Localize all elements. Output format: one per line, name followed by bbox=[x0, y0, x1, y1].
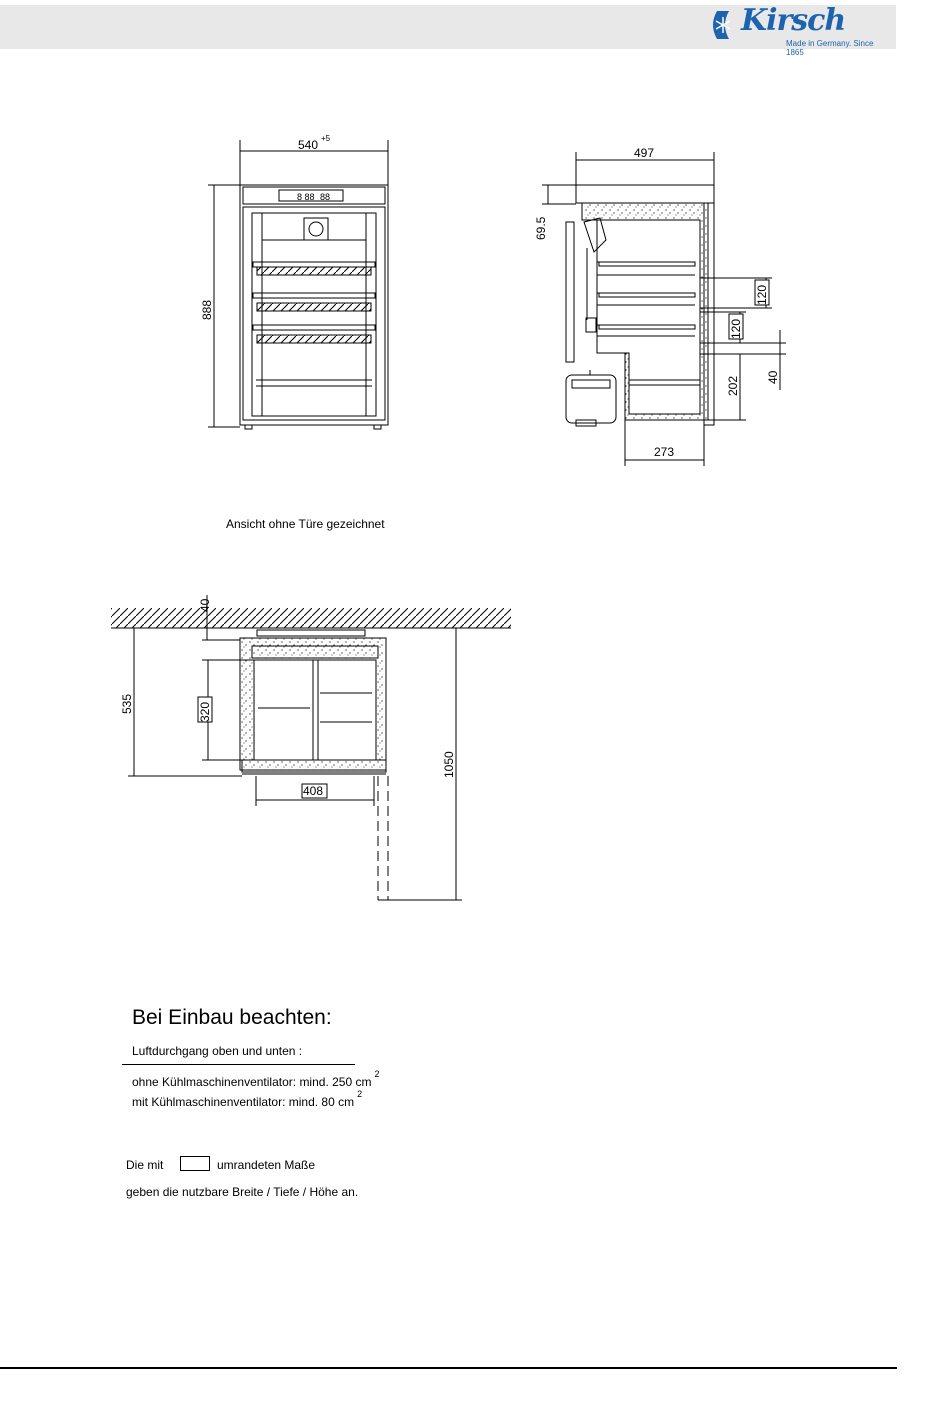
side-view bbox=[542, 152, 786, 466]
dim-bottom: 202 bbox=[726, 375, 740, 396]
dim-shelf-b: 120 bbox=[729, 318, 743, 339]
dim-shelf-a: 120 bbox=[755, 284, 769, 305]
brand-tagline: Made in Germany. Since 1865 bbox=[786, 39, 874, 57]
dim-inner-depth: 320 bbox=[198, 701, 212, 722]
divider bbox=[122, 1064, 355, 1065]
display-unit: 88 bbox=[320, 192, 331, 202]
top-view bbox=[111, 595, 511, 900]
dim-gap: 40 bbox=[766, 370, 780, 384]
legend-box-sample bbox=[180, 1156, 210, 1171]
legend-prefix: Die mit bbox=[126, 1158, 164, 1172]
dim-height: 888 bbox=[200, 299, 214, 320]
notes-with-fan: mit Kühlmaschinenventilator: mind. 80 $cm^2$ bbox=[132, 1089, 363, 1109]
front-view bbox=[208, 140, 388, 429]
drawing-caption: Ansicht ohne Türe gezeichnet bbox=[226, 517, 385, 531]
notes-without-fan: ohne Kühlmaschinenventilator: mind. 250 $cm^2$ bbox=[132, 1069, 380, 1089]
legend-suffix: umrandeten Maße bbox=[217, 1158, 316, 1172]
notes-air-passage: Luftdurchgang oben und unten : bbox=[132, 1044, 303, 1058]
notes-title: Bei Einbau beachten: bbox=[132, 1006, 332, 1029]
brand-name: Kirsch bbox=[741, 3, 846, 38]
legend-line2: geben die nutzbare Breite / Tiefe / Höhe an. bbox=[126, 1185, 359, 1199]
dim-total-depth: 1050 bbox=[442, 751, 456, 778]
dim-width: 540 bbox=[298, 138, 319, 152]
dim-base: 273 bbox=[654, 445, 675, 459]
dim-inner-width: 408 bbox=[303, 784, 324, 798]
dim-top: 69.5 bbox=[534, 216, 548, 240]
display-readout: 8 88 bbox=[297, 192, 315, 202]
footer-rule bbox=[0, 1367, 897, 1369]
dim-width-tolerance: +5 bbox=[321, 134, 331, 143]
dim-wall-gap: 40 bbox=[198, 598, 212, 612]
dim-depth-535: 535 bbox=[120, 693, 134, 714]
dim-depth: 497 bbox=[634, 146, 655, 160]
